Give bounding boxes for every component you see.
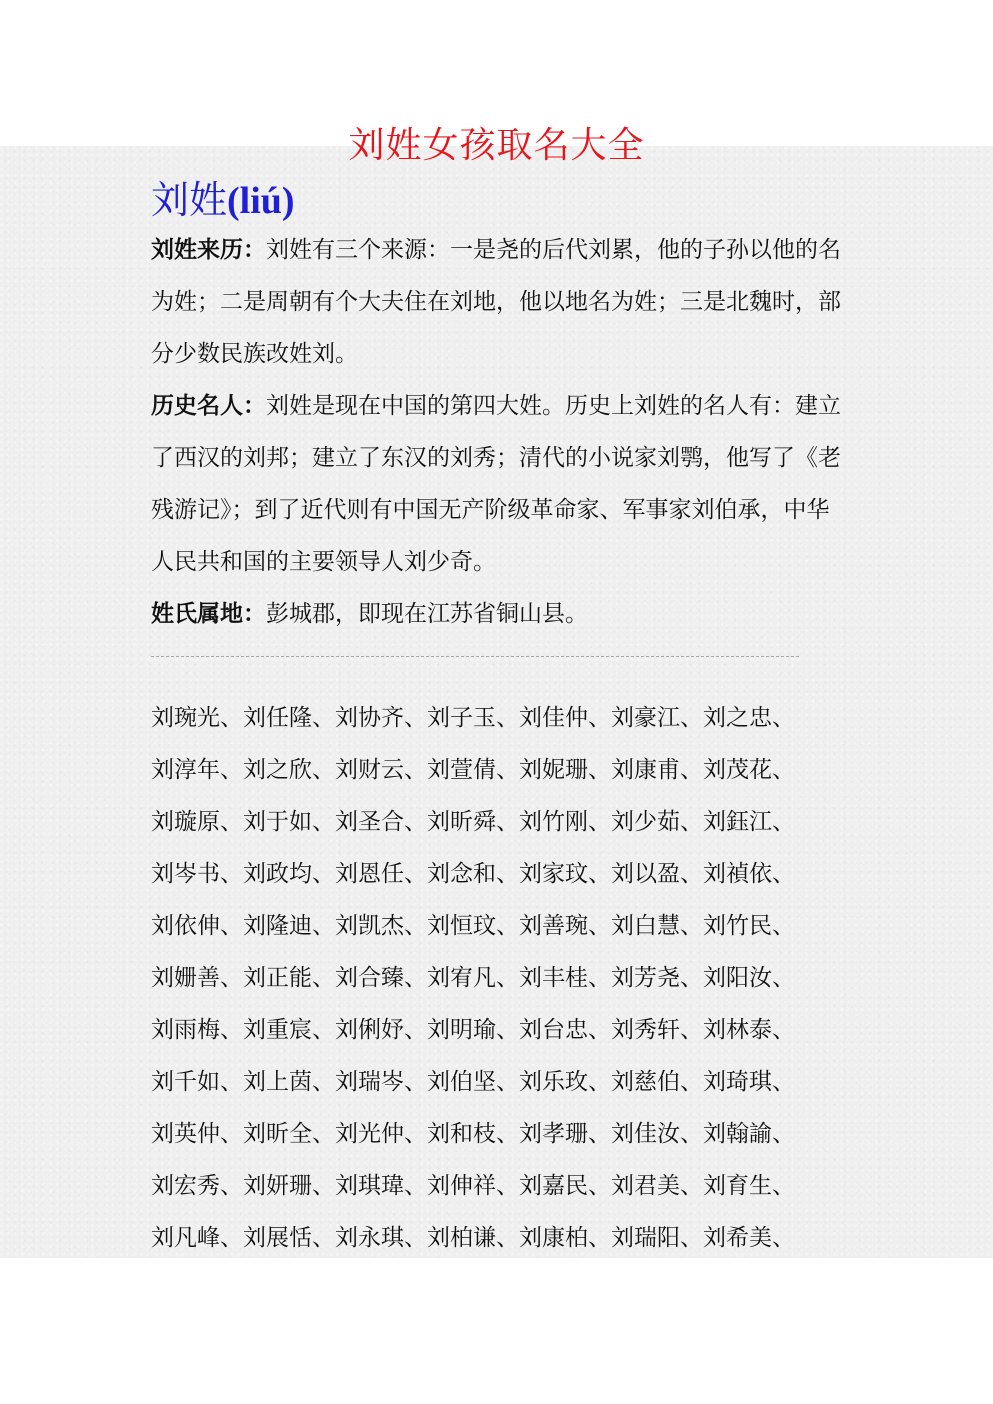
name-line: 刘宏秀、刘妍珊、刘琪瑋、刘伸祥、刘嘉民、刘君美、刘育生、 [151, 1173, 795, 1199]
name-line: 刘雨梅、刘重宸、刘俐妤、刘明瑜、刘台忠、刘秀轩、刘林泰、 [151, 1017, 795, 1043]
surname-origin-label: 刘姓来历： [151, 236, 266, 263]
name-line: 刘岑书、刘政均、刘恩任、刘念和、刘家玟、刘以盈、刘禎依、 [151, 861, 795, 887]
famous-people-label: 历史名人： [151, 392, 266, 419]
name-line: 刘凡峰、刘展恬、刘永琪、刘柏谦、刘康柏、刘瑞阳、刘希美、 [151, 1225, 795, 1251]
surname-origin-paragraph [151, 224, 851, 380]
surname-origin-text: 刘姓有三个来源：一是尧的后代刘累，他的子孙以他的名为姓；二是周朝有个大夫住在刘地，他以地名为姓；三是北魏时，部分少数民族改姓刘。 [151, 237, 841, 367]
surname-pinyin: (liú) [227, 180, 295, 222]
name-line: 刘琬光、刘任隆、刘协齐、刘子玉、刘佳仲、刘豪江、刘之忠、 [151, 705, 795, 731]
surname-heading-text: 刘姓 [151, 178, 228, 222]
name-line: 刘英仲、刘昕全、刘光仲、刘和枝、刘孝珊、刘佳汝、刘翰諭、 [151, 1121, 795, 1147]
surname-place-text: 彭城郡，即现在江苏省铜山县。 [266, 601, 588, 627]
name-line: 刘璇原、刘于如、刘圣合、刘昕舜、刘竹刚、刘少茹、刘鈺江、 [151, 809, 795, 835]
name-line: 刘淳年、刘之欣、刘财云、刘萱倩、刘妮珊、刘康甫、刘茂花、 [151, 757, 795, 783]
document-title: 刘姓女孩取名大全 [348, 125, 645, 166]
name-line: 刘姗善、刘正能、刘合臻、刘宥凡、刘丰桂、刘芳尧、刘阳汝、 [151, 965, 795, 991]
famous-people-text: 刘姓是现在中国的第四大姓。历史上刘姓的名人有：建立了西汉的刘邦；建立了东汉的刘秀；清代的小说家刘鹗，他写了《老残游记》；到了近代则有中国无产阶级革命家、军事家刘伯承，中华人民共和国的主要领导人刘少奇。 [151, 393, 841, 575]
names-list [151, 692, 851, 1264]
surname-heading [151, 176, 295, 225]
name-line: 刘千如、刘上茵、刘瑞岑、刘伯坚、刘乐玫、刘慈伯、刘琦琪、 [151, 1069, 795, 1095]
surname-place-label: 姓氏属地： [151, 600, 266, 627]
surname-place-paragraph [151, 588, 851, 640]
name-line: 刘依伸、刘隆迪、刘凯杰、刘恒玟、刘善琬、刘白慧、刘竹民、 [151, 913, 795, 939]
dashed-separator [151, 656, 799, 657]
famous-people-paragraph [151, 380, 851, 588]
